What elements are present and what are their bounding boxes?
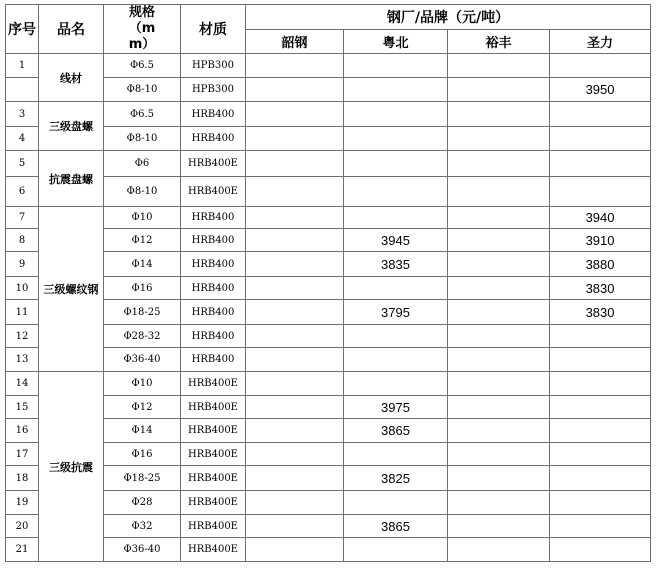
header-brand-yufeng: 裕丰 [448, 29, 550, 54]
cell-price-yuebei: 3865 [344, 515, 448, 538]
header-brand-yuebei: 粤北 [344, 29, 448, 54]
cell-price-yufeng [448, 177, 550, 207]
cell-product-name: 三级螺纹钢 [39, 207, 104, 372]
cell-spec: Φ10 [104, 207, 181, 229]
cell-price-yufeng [448, 229, 550, 252]
cell-spec: Φ12 [104, 396, 181, 419]
cell-price-shengli [550, 372, 651, 396]
cell-seq: 20 [6, 515, 39, 538]
cell-price-shengli [550, 151, 651, 177]
table-row [6, 372, 651, 396]
header-seq: 序号 [6, 5, 39, 54]
cell-price-yuebei: 3835 [344, 252, 448, 277]
header-brand-group: 钢厂/品牌（元/吨） [246, 5, 651, 30]
cell-price-shaogang [246, 348, 344, 372]
cell-price-shaogang [246, 466, 344, 491]
cell-price-yuebei [344, 151, 448, 177]
cell-spec: Φ16 [104, 443, 181, 466]
cell-price-shaogang [246, 491, 344, 515]
table-body [6, 54, 651, 562]
cell-price-yufeng [448, 348, 550, 372]
cell-product-name: 线材 [39, 54, 104, 102]
cell-seq: 5 [6, 151, 39, 177]
cell-price-yufeng [448, 207, 550, 229]
cell-price-yufeng [448, 538, 550, 562]
cell-seq: 13 [6, 348, 39, 372]
cell-spec: Φ14 [104, 252, 181, 277]
cell-material: HRB400E [181, 419, 246, 443]
cell-seq: 10 [6, 277, 39, 300]
cell-spec: Φ28-32 [104, 325, 181, 348]
cell-seq: 16 [6, 419, 39, 443]
cell-price-shaogang [246, 177, 344, 207]
cell-price-shengli: 3940 [550, 207, 651, 229]
cell-price-yuebei [344, 102, 448, 127]
cell-price-shaogang [246, 538, 344, 562]
cell-seq: 18 [6, 466, 39, 491]
table-row [6, 207, 651, 229]
cell-material: HRB400E [181, 151, 246, 177]
cell-product-name: 三级盘螺 [39, 102, 104, 151]
cell-price-shengli [550, 325, 651, 348]
cell-price-shaogang [246, 325, 344, 348]
cell-price-shaogang [246, 277, 344, 300]
cell-price-shengli: 3880 [550, 252, 651, 277]
cell-material: HRB400 [181, 229, 246, 252]
cell-price-yufeng [448, 419, 550, 443]
cell-spec: Φ18-25 [104, 300, 181, 325]
cell-price-shengli: 3950 [550, 78, 651, 102]
cell-seq: 9 [6, 252, 39, 277]
cell-price-shaogang [246, 54, 344, 78]
cell-price-shaogang [246, 102, 344, 127]
cell-seq: 15 [6, 396, 39, 419]
cell-price-yufeng [448, 151, 550, 177]
cell-price-yuebei [344, 538, 448, 562]
cell-material: HRB400 [181, 127, 246, 151]
cell-spec: Φ8-10 [104, 78, 181, 102]
cell-material: HRB400 [181, 348, 246, 372]
cell-price-shaogang [246, 515, 344, 538]
cell-price-yufeng [448, 102, 550, 127]
cell-price-yufeng [448, 396, 550, 419]
cell-spec: Φ8-10 [104, 127, 181, 151]
cell-seq: 21 [6, 538, 39, 562]
cell-spec: Φ16 [104, 277, 181, 300]
cell-seq [6, 78, 39, 102]
cell-product-name: 抗震盘螺 [39, 151, 104, 207]
cell-seq: 14 [6, 372, 39, 396]
cell-price-yufeng [448, 325, 550, 348]
cell-spec: Φ32 [104, 515, 181, 538]
cell-seq: 6 [6, 177, 39, 207]
cell-spec: Φ18-25 [104, 466, 181, 491]
cell-price-yuebei: 3865 [344, 419, 448, 443]
cell-price-yufeng [448, 300, 550, 325]
cell-price-yuebei [344, 491, 448, 515]
cell-price-shaogang [246, 372, 344, 396]
cell-price-shengli [550, 443, 651, 466]
cell-seq: 3 [6, 102, 39, 127]
cell-price-shengli [550, 54, 651, 78]
table-row [6, 151, 651, 177]
cell-price-yuebei: 3975 [344, 396, 448, 419]
cell-price-yufeng [448, 252, 550, 277]
cell-price-yuebei [344, 277, 448, 300]
cell-price-shaogang [246, 78, 344, 102]
cell-price-yuebei [344, 207, 448, 229]
cell-seq: 17 [6, 443, 39, 466]
cell-material: HPB300 [181, 54, 246, 78]
cell-price-yufeng [448, 491, 550, 515]
cell-material: HRB400 [181, 207, 246, 229]
cell-price-yufeng [448, 443, 550, 466]
cell-material: HRB400E [181, 491, 246, 515]
cell-price-yuebei [344, 177, 448, 207]
cell-spec: Φ12 [104, 229, 181, 252]
cell-material: HRB400 [181, 252, 246, 277]
cell-spec: Φ6.5 [104, 54, 181, 78]
cell-price-yuebei: 3795 [344, 300, 448, 325]
cell-material: HRB400E [181, 538, 246, 562]
cell-price-shaogang [246, 252, 344, 277]
cell-material: HRB400E [181, 515, 246, 538]
cell-price-shengli [550, 177, 651, 207]
cell-spec: Φ36-40 [104, 538, 181, 562]
cell-price-yuebei [344, 443, 448, 466]
header-spec-text: 规格（mm） [128, 5, 156, 52]
cell-price-shaogang [246, 207, 344, 229]
cell-price-shengli [550, 515, 651, 538]
cell-price-shengli [550, 127, 651, 151]
cell-price-yuebei [344, 78, 448, 102]
cell-price-shaogang [246, 229, 344, 252]
cell-price-yuebei [344, 348, 448, 372]
cell-price-shengli [550, 538, 651, 562]
cell-seq: 4 [6, 127, 39, 151]
cell-seq: 11 [6, 300, 39, 325]
cell-material: HRB400E [181, 466, 246, 491]
cell-spec: Φ8-10 [104, 177, 181, 207]
cell-seq: 12 [6, 325, 39, 348]
steel-price-table [5, 4, 651, 562]
header-brand-shengli: 圣力 [550, 29, 651, 54]
cell-spec: Φ6 [104, 151, 181, 177]
header-name: 品名 [39, 5, 104, 54]
cell-price-yuebei [344, 127, 448, 151]
cell-price-shengli [550, 491, 651, 515]
cell-price-shengli: 3830 [550, 277, 651, 300]
cell-price-shaogang [246, 127, 344, 151]
cell-seq: 1 [6, 54, 39, 78]
cell-seq: 19 [6, 491, 39, 515]
cell-spec: Φ14 [104, 419, 181, 443]
header-spec [104, 5, 181, 54]
cell-price-shengli [550, 102, 651, 127]
cell-price-yufeng [448, 127, 550, 151]
cell-material: HRB400E [181, 177, 246, 207]
cell-price-shaogang [246, 151, 344, 177]
cell-price-yufeng [448, 515, 550, 538]
table-row [6, 54, 651, 78]
cell-price-shengli [550, 396, 651, 419]
cell-spec: Φ6.5 [104, 102, 181, 127]
cell-price-shaogang [246, 443, 344, 466]
cell-price-yufeng [448, 372, 550, 396]
cell-material: HPB300 [181, 78, 246, 102]
cell-material: HRB400E [181, 396, 246, 419]
cell-price-yufeng [448, 54, 550, 78]
cell-material: HRB400E [181, 372, 246, 396]
cell-spec: Φ28 [104, 491, 181, 515]
cell-spec: Φ36-40 [104, 348, 181, 372]
cell-price-yuebei [344, 372, 448, 396]
cell-material: HRB400E [181, 443, 246, 466]
cell-material: HRB400 [181, 277, 246, 300]
cell-price-shaogang [246, 300, 344, 325]
cell-price-shaogang [246, 396, 344, 419]
header-material: 材质 [181, 5, 246, 54]
cell-seq: 7 [6, 207, 39, 229]
cell-price-shengli [550, 466, 651, 491]
table-header [6, 5, 651, 54]
cell-price-yuebei: 3825 [344, 466, 448, 491]
cell-material: HRB400 [181, 300, 246, 325]
header-brand-shaogang: 韶钢 [246, 29, 344, 54]
cell-price-yuebei [344, 325, 448, 348]
cell-price-shaogang [246, 419, 344, 443]
cell-price-yufeng [448, 277, 550, 300]
cell-price-yufeng [448, 78, 550, 102]
cell-price-yuebei [344, 54, 448, 78]
cell-price-shengli [550, 348, 651, 372]
cell-price-shengli: 3910 [550, 229, 651, 252]
cell-material: HRB400 [181, 102, 246, 127]
cell-seq: 8 [6, 229, 39, 252]
cell-spec: Φ10 [104, 372, 181, 396]
cell-product-name: 三级抗震 [39, 372, 104, 562]
cell-price-yufeng [448, 466, 550, 491]
cell-price-shengli: 3830 [550, 300, 651, 325]
cell-material: HRB400 [181, 325, 246, 348]
cell-price-yuebei: 3945 [344, 229, 448, 252]
cell-price-shengli [550, 419, 651, 443]
table-row [6, 102, 651, 127]
